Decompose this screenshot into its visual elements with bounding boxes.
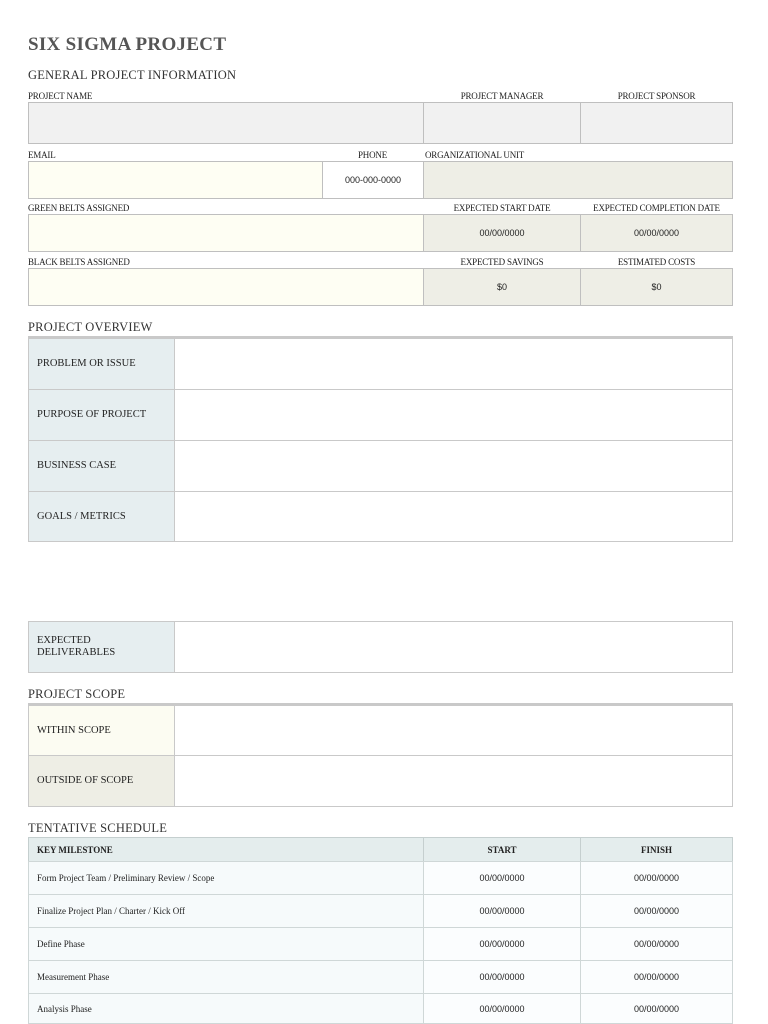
- section-heading-schedule: TENTATIVE SCHEDULE: [28, 821, 168, 835]
- org-unit-field[interactable]: [423, 161, 733, 199]
- project-sponsor-field[interactable]: [580, 102, 733, 144]
- scope-field-outside[interactable]: [174, 755, 733, 807]
- schedule-header-finish: FINISH: [580, 837, 733, 862]
- schedule-finish[interactable]: 00/00/0000: [580, 861, 733, 895]
- email-field[interactable]: [28, 161, 323, 199]
- overview-label-deliverables: EXPECTED DELIVERABLES: [28, 621, 175, 673]
- schedule-start[interactable]: 00/00/0000: [423, 861, 581, 895]
- overview-field-purpose[interactable]: [174, 389, 733, 441]
- project-manager-label: PROJECT MANAGER: [460, 91, 544, 101]
- schedule-milestone: Define Phase: [28, 927, 424, 961]
- green-belts-field[interactable]: [28, 214, 424, 252]
- overview-label-goals: GOALS / METRICS: [28, 491, 175, 542]
- overview-field-goals[interactable]: [174, 491, 733, 542]
- schedule-milestone: Form Project Team / Preliminary Review / Scope: [28, 861, 424, 895]
- email-label: EMAIL: [28, 150, 56, 160]
- schedule-finish[interactable]: 00/00/0000: [580, 960, 733, 994]
- schedule-milestone: Analysis Phase: [28, 993, 424, 1024]
- savings-label: EXPECTED SAVINGS: [460, 257, 544, 267]
- project-name-label: PROJECT NAME: [28, 91, 93, 101]
- overview-field-business-case[interactable]: [174, 440, 733, 492]
- schedule-milestone: Finalize Project Plan / Charter / Kick Off: [28, 894, 424, 928]
- schedule-start[interactable]: 00/00/0000: [423, 927, 581, 961]
- costs-field[interactable]: $0: [580, 268, 733, 306]
- schedule-start[interactable]: 00/00/0000: [423, 894, 581, 928]
- savings-field[interactable]: $0: [423, 268, 581, 306]
- scope-field-within[interactable]: [174, 705, 733, 756]
- schedule-start[interactable]: 00/00/0000: [423, 993, 581, 1024]
- project-manager-field[interactable]: [423, 102, 581, 144]
- org-unit-label: ORGANIZATIONAL UNIT: [425, 150, 525, 160]
- start-date-field[interactable]: 00/00/0000: [423, 214, 581, 252]
- completion-date-field[interactable]: 00/00/0000: [580, 214, 733, 252]
- green-belts-label: GREEN BELTS ASSIGNED: [28, 203, 130, 213]
- schedule-milestone: Measurement Phase: [28, 960, 424, 994]
- phone-label: PHONE: [357, 150, 387, 160]
- page-title: SIX SIGMA PROJECT: [28, 34, 227, 55]
- schedule-start[interactable]: 00/00/0000: [423, 960, 581, 994]
- phone-field[interactable]: 000-000-0000: [322, 161, 424, 199]
- scope-label-outside: OUTSIDE OF SCOPE: [28, 755, 175, 807]
- overview-label-business-case: BUSINESS CASE: [28, 440, 175, 492]
- schedule-finish[interactable]: 00/00/0000: [580, 894, 733, 928]
- overview-field-deliverables[interactable]: [174, 621, 733, 673]
- scope-label-within: WITHIN SCOPE: [28, 705, 175, 756]
- schedule-header-milestone: KEY MILESTONE: [28, 837, 424, 862]
- section-heading-general: GENERAL PROJECT INFORMATION: [28, 68, 237, 82]
- project-sponsor-label: PROJECT SPONSOR: [617, 91, 696, 101]
- project-name-field[interactable]: [28, 102, 424, 144]
- schedule-finish[interactable]: 00/00/0000: [580, 927, 733, 961]
- schedule-finish[interactable]: 00/00/0000: [580, 993, 733, 1024]
- costs-label: ESTIMATED COSTS: [617, 257, 696, 267]
- start-date-label: EXPECTED START DATE: [453, 203, 551, 213]
- section-heading-overview: PROJECT OVERVIEW: [28, 320, 153, 334]
- overview-label-purpose: PURPOSE OF PROJECT: [28, 389, 175, 441]
- black-belts-label: BLACK BELTS ASSIGNED: [28, 257, 130, 267]
- completion-date-label: EXPECTED COMPLETION DATE: [593, 203, 720, 213]
- schedule-header-start: START: [423, 837, 581, 862]
- section-heading-scope: PROJECT SCOPE: [28, 687, 126, 701]
- overview-field-problem[interactable]: [174, 338, 733, 390]
- black-belts-field[interactable]: [28, 268, 424, 306]
- overview-label-problem: PROBLEM OR ISSUE: [28, 338, 175, 390]
